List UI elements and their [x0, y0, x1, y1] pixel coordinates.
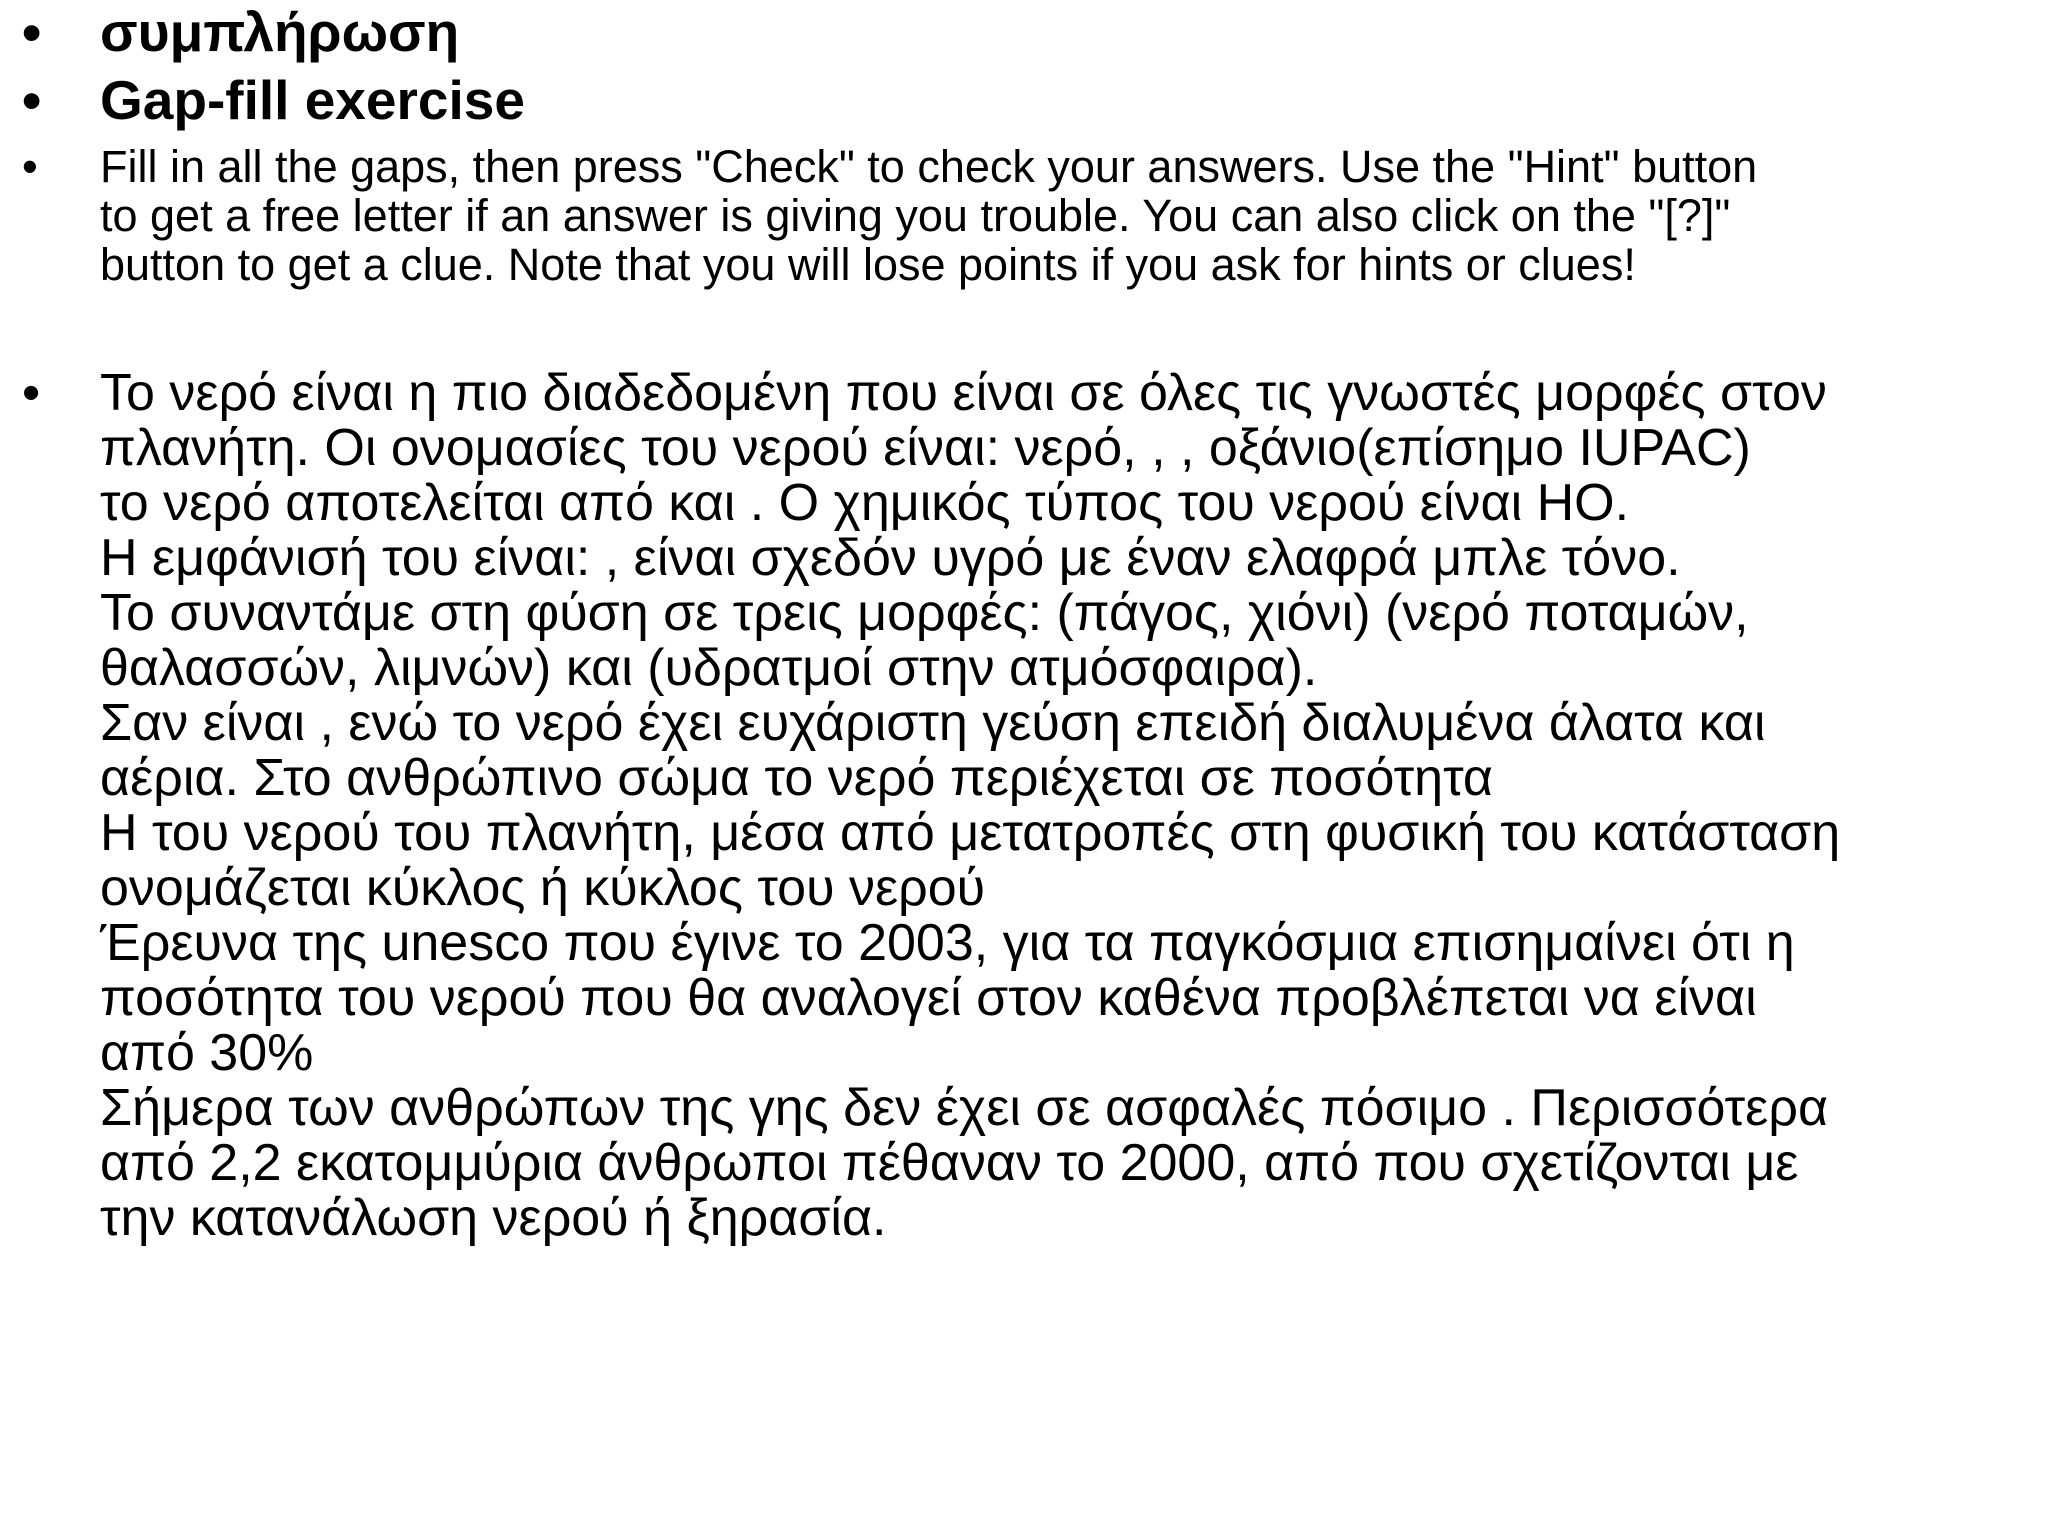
paragraph-line: Σαν είναι , ενώ το νερό έχει ευχάριστη γεύση επειδή διαλυμένα άλατα και [100, 694, 1766, 752]
paragraph-line: πλανήτη. Οι ονομασίες του νερού είναι: νερό, , , οξάνιο(επίσημο IUPAC) [100, 419, 1751, 477]
bullet-icon: • [22, 1, 42, 63]
paragraph-line: Το συναντάμε στη φύση σε τρεις μορφές: (πάγος, χιόνι) (νερό ποταμών, [100, 584, 1749, 642]
paragraph-line: ποσότητα του νερού που θα αναλογεί στον καθένα προβλέπεται να είναι [100, 969, 1757, 1027]
title-greek: συμπλήρωση [100, 1, 460, 63]
bullet-icon: • [22, 69, 42, 131]
title-english: Gap-fill exercise [100, 69, 525, 131]
gapfill-paragraph [100, 366, 1840, 1246]
paragraph-line: Έρευνα της unesco που έγινε το 2003, για τα παγκόσμια επισημαίνει ότι η [100, 914, 1795, 972]
paragraph-line: Η εμφάνισή του είναι: , είναι σχεδόν υγρό με έναν ελαφρά μπλε τόνο. [100, 529, 1681, 587]
paragraph-line: Το νερό είναι η πιο διαδεδομένη που είναι σε όλες τις γνωστές μορφές στον [100, 364, 1827, 422]
instructions-line: to get a free letter if an answer is giving you trouble. You can also click on the "[?]" [100, 190, 1731, 241]
instructions-line: button to get a clue. Note that you will lose points if you ask for hints or clues! [100, 239, 1636, 290]
bullet-icon: • [22, 364, 41, 422]
paragraph-line: την κατανάλωση νερού ή ξηρασία. [100, 1189, 887, 1247]
paragraph-line: ονομάζεται κύκλος ή κύκλος του νερού [100, 859, 986, 917]
paragraph-line: Η του νερού του πλανήτη, μέσα από μετατροπές στη φυσική του κατάσταση [100, 804, 1841, 862]
bullet-icon: • [22, 141, 38, 192]
paragraph-line: θαλασσών, λιμνών) και (υδρατμοί στην ατμόσφαιρα). [100, 639, 1318, 697]
instructions-line: Fill in all the gaps, then press "Check" to check your answers. Use the "Hint" button [100, 141, 1758, 192]
paragraph-line: Σήμερα των ανθρώπων της γης δεν έχει σε ασφαλές πόσιμο . Περισσότερα [100, 1079, 1829, 1137]
paragraph-line: το νερό αποτελείται από και . Ο χημικός τύπος του νερού είναι HO. [100, 474, 1630, 532]
instructions-text [100, 142, 1757, 289]
paragraph-line: από 30% [100, 1024, 314, 1082]
paragraph-line: από 2,2 εκατομμύρια άνθρωποι πέθαναν το 2000, από που σχετίζονται με [100, 1134, 1799, 1192]
paragraph-line: αέρια. Στο ανθρώπινο σώμα το νερό περιέχεται σε ποσότητα [100, 749, 1493, 807]
